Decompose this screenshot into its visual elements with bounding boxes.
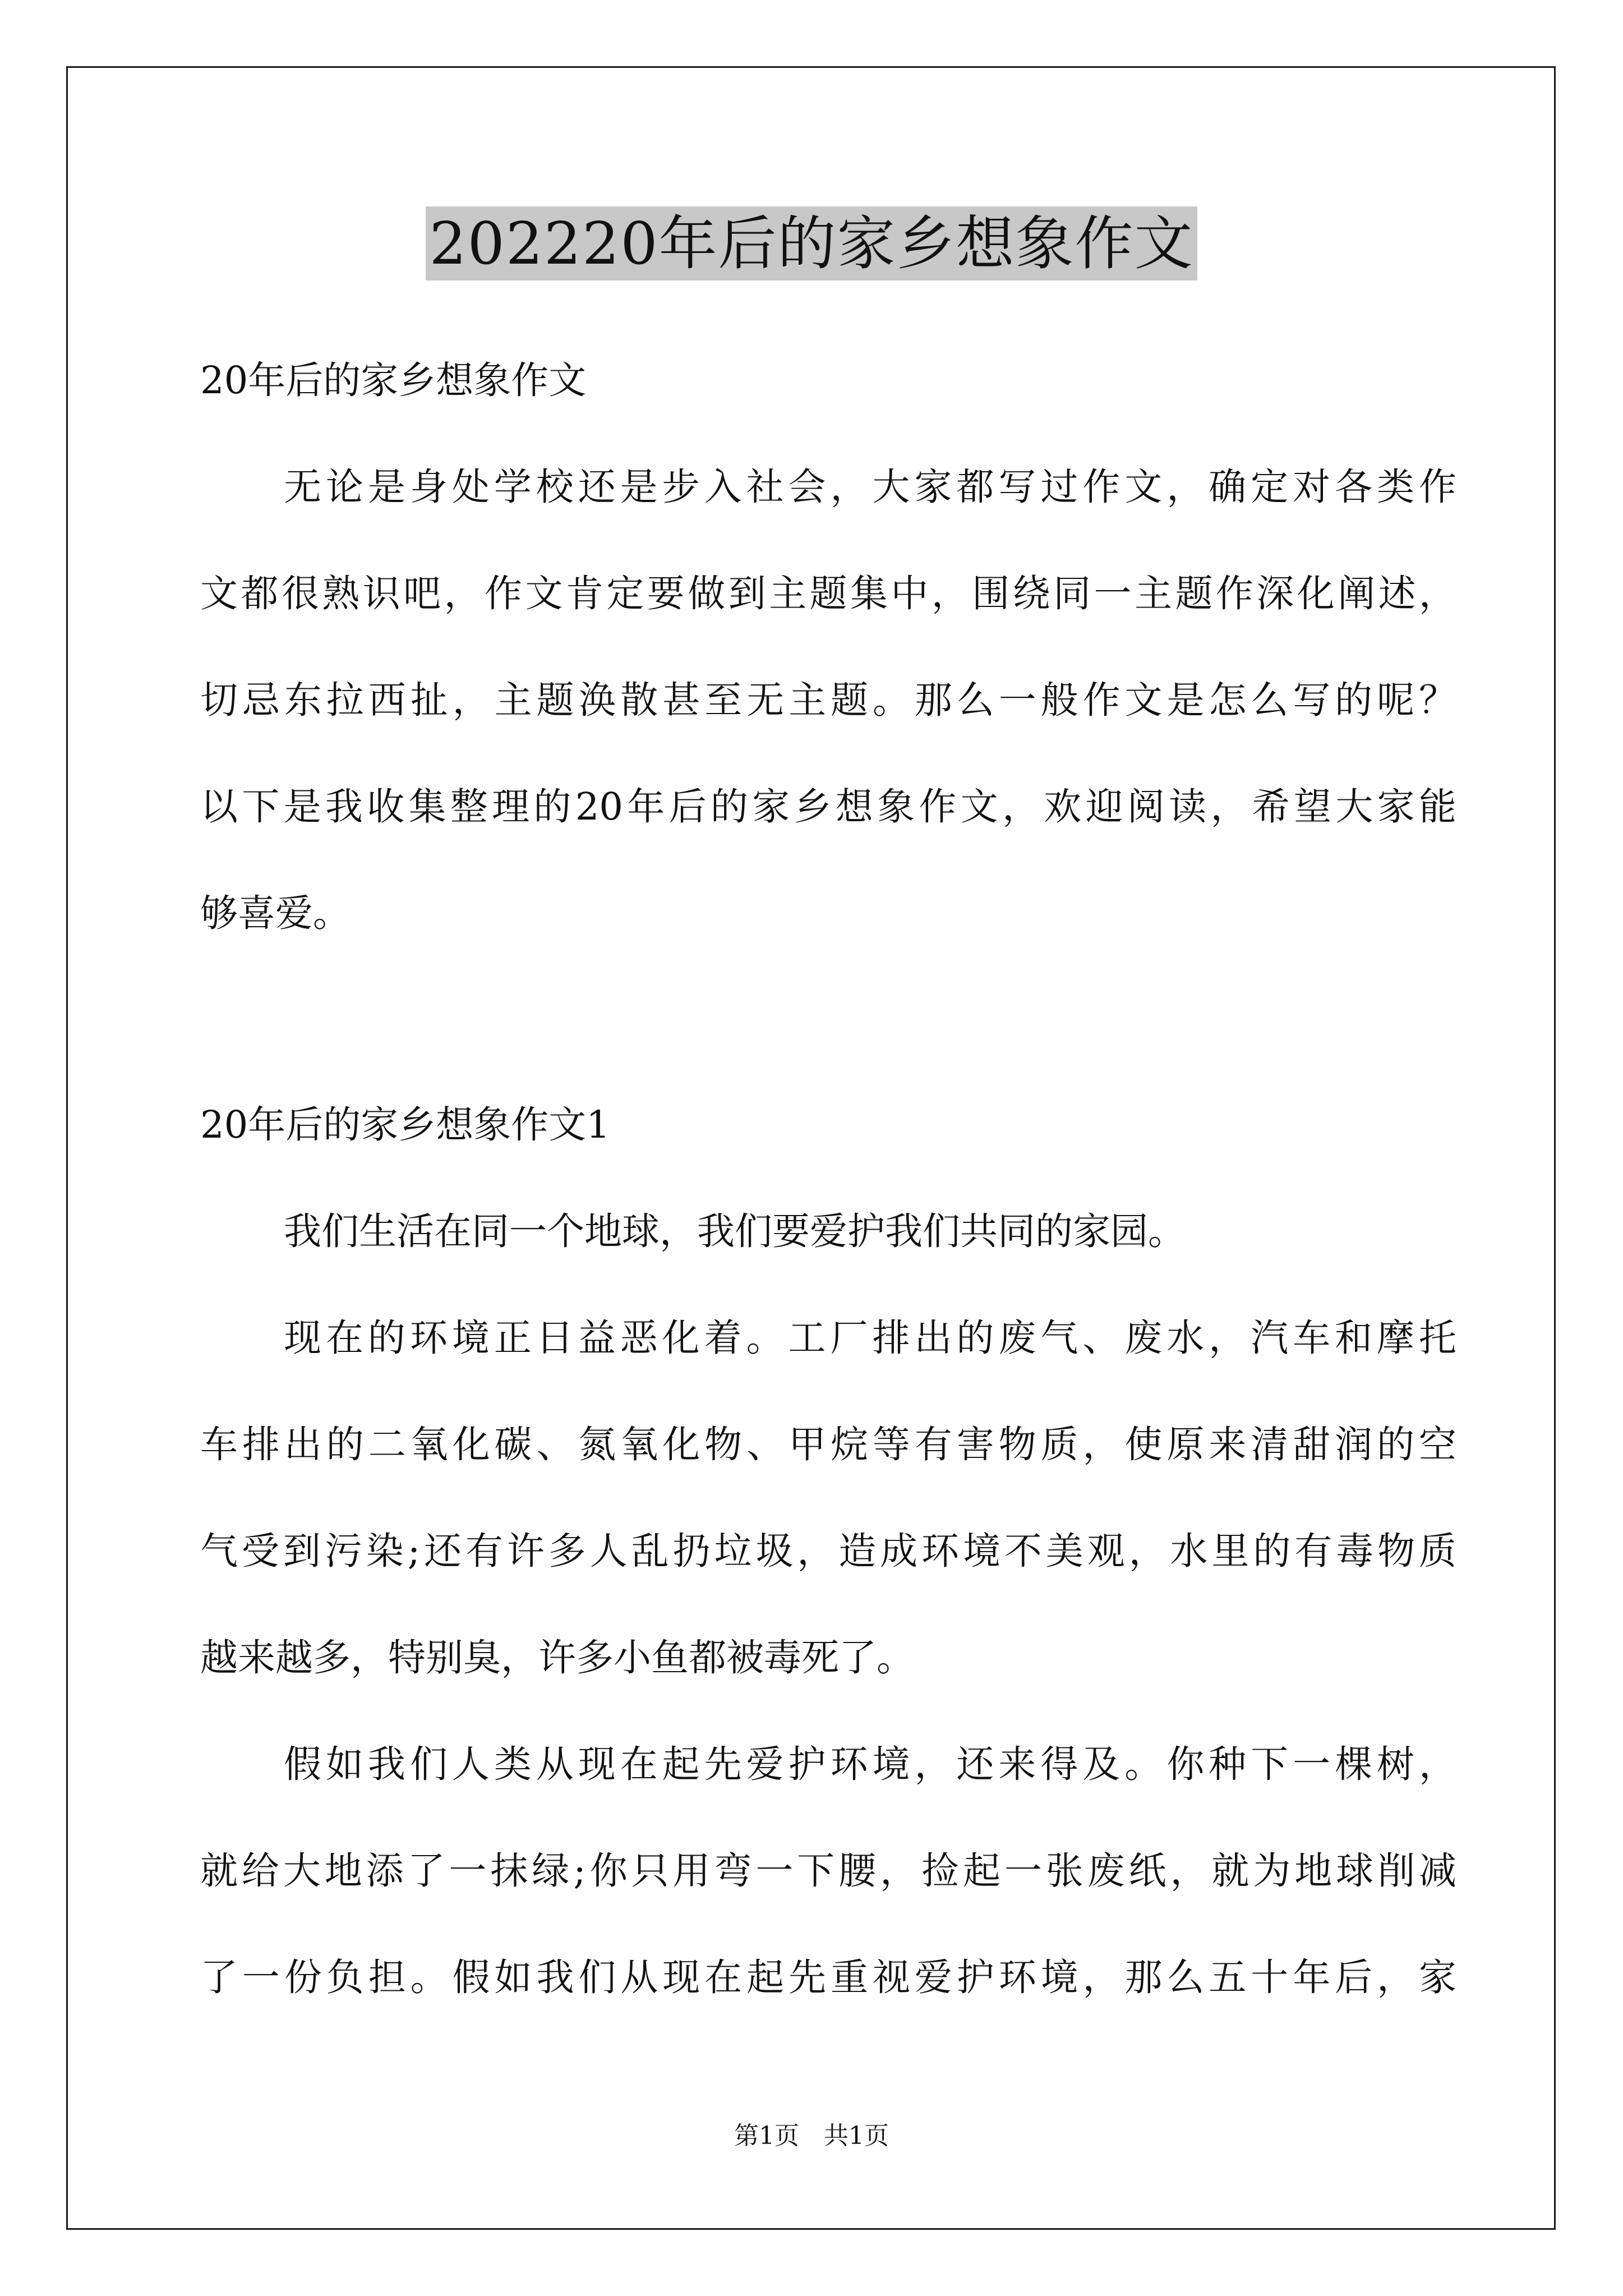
paragraph-line: 气受到污染;还有许多人乱扔垃圾，造成环境不美观，水里的有毒物质 — [200, 1529, 1456, 1573]
document-title: 202220年后的家乡想象作文 — [426, 206, 1197, 280]
subtitle: 20年后的家乡想象作文 — [200, 358, 587, 402]
paragraph-line: 无论是身处学校还是步入社会，大家都写过作文，确定对各类作 — [284, 465, 1456, 509]
paragraph-line: 切忌东拉西扯，主题涣散甚至无主题。那么一般作文是怎么写的呢？ — [200, 678, 1456, 722]
paragraph-line: 车排出的二氧化碳、氮氧化物、甲烷等有害物质，使原来清甜润的空 — [200, 1423, 1456, 1466]
paragraph-line: 以下是我收集整理的20年后的家乡想象作文，欢迎阅读，希望大家能 — [200, 785, 1456, 829]
paragraph-line: 够喜爱。 — [200, 891, 351, 935]
paragraph-line: 越来越多，特别臭，许多小鱼都被毒死了。 — [200, 1636, 914, 1680]
paragraph-line: 我们生活在同一个地球，我们要爱护我们共同的家园。 — [284, 1209, 1186, 1253]
title-container — [0, 206, 1623, 280]
paragraph-line: 假如我们人类从现在起先爱护环境，还来得及。你种下一棵树， — [284, 1742, 1456, 1786]
section-heading: 20年后的家乡想象作文1 — [200, 1103, 610, 1147]
paragraph-line: 文都很熟识吧，作文肯定要做到主题集中，围绕同一主题作深化阐述， — [200, 572, 1456, 615]
page-footer: 第1页 共1页 — [734, 2122, 889, 2150]
paragraph-line: 就给大地添了一抹绿;你只用弯一下腰，捡起一张废纸，就为地球削减 — [200, 1849, 1456, 1893]
paragraph-line: 现在的环境正日益恶化着。工厂排出的废气、废水，汽车和摩托 — [284, 1316, 1456, 1360]
paragraph-line: 了一份负担。假如我们从现在起先重视爱护环境，那么五十年后，家 — [200, 1955, 1456, 1999]
